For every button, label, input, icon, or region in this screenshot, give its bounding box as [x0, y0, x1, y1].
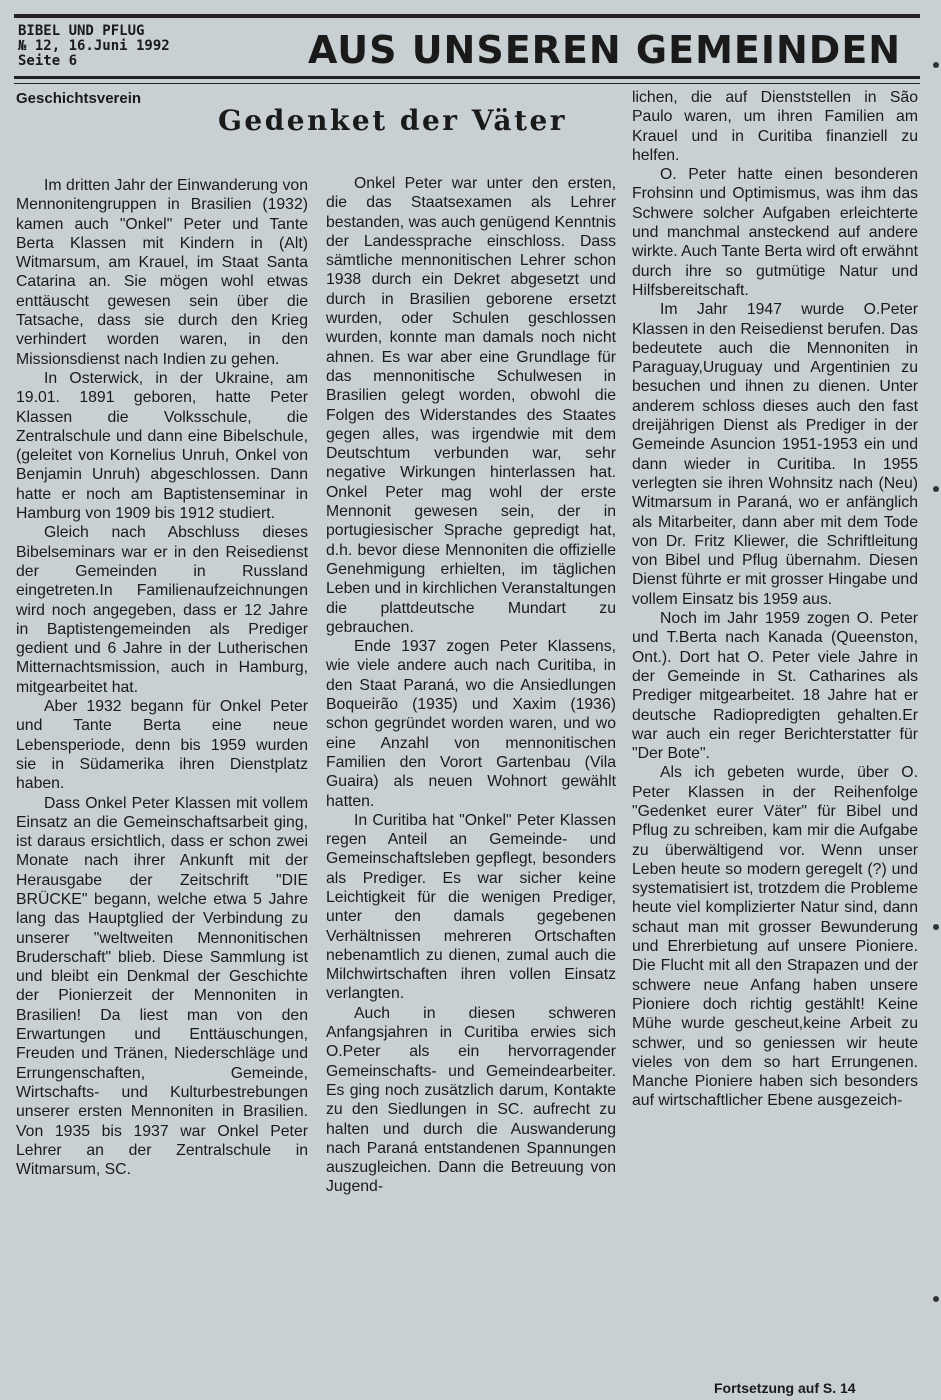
paragraph: Im dritten Jahr der Einwanderung von Mennonitengruppen in Brasilien (1932) kamen auch "Onkel" Peter und Tante Berta Klassen mit Kindern in (Alt) Witmarsum, am Krauel, im Staat Santa Catarina an. Sie mögen wohl etwas enttäuscht gewesen sein über die Tatsache, dass sie durch den Krieg verhindert worden waren, in den Missionsdienst nach Indien zu gehen.	[16, 177, 308, 368]
binding-hole-mark	[933, 62, 939, 68]
binding-hole-mark	[933, 924, 939, 930]
section-title: AUS UNSEREN GEMEINDEN	[308, 28, 902, 72]
continuation-note: Fortsetzung auf S. 14	[714, 1380, 856, 1396]
paragraph: In Curitiba hat "Onkel" Peter Klassen regen Anteil an Gemeinde- und Gemeinschaftsleben gepflegt, besonders als Prediger. Es war sicher keine Leichtigkeit für die wenigen Prediger, unter den damals gegebenen Verhältnissen mehreren Ortschaften nebenamtlich zu dienen, zumal auch die Milchwirtschaften ihren vollen Einsatz verlangten.	[326, 811, 616, 1003]
article-title: Gedenket der Väter	[218, 104, 568, 137]
paragraph: Aber 1932 begann für Onkel Peter und Tante Berta eine neue Lebensperiode, denn bis 1959 wurden sie in Südamerika ihren Dienstplatz haben.	[16, 698, 308, 793]
page-number: Seite 6	[18, 53, 78, 69]
paragraph: In Osterwick, in der Ukraine, am 19.01. 1891 geboren, hatte Peter Klassen die Volksschule, die Zentralschule und dann eine Bibelschule, (geleitet von Kornelius Unruh, Onkel von Benjamin Unruh) abgeschlossen. Dann hatte er noch am Baptistenseminar in Hamburg von 1909 bis 1912 studiert.	[16, 369, 308, 523]
paragraph: Im Jahr 1947 wurde O.Peter Klassen in den Reisedienst berufen. Das bedeutete auch die Mennoniten in Paraguay,Uruguay und Argentinien zu besuchen und ihnen zu dienen. Unter anderem schloss dieses auch den fast dreijährigen Dienst als Prediger in der Gemeinde Asuncion 1951-1953 ein und dann wieder in Curitiba. In 1955 verlegten sie ihren Wohnsitz nach (Neu) Witmarsum in Paraná, wo er anfänglich als Mitarbeiter, dann aber mit dem Tode von Dr. Fritz Kliewer, die Schriftleitung von Bibel und Pflug übernahm. Diesen Dienst führte er mit grosser Hingabe und vollem Einsatz bis 1959 aus.	[632, 301, 918, 608]
paragraph: Ende 1937 zogen Peter Klassens, wie viele andere auch nach Curitiba, in den Staat Paraná, wo die Ansiedlungen Boqueirão (1935) und Xaxim (1936) schon gegründet worden waren, und wo eine Anzahl von mennonitischen Familien den Vorort Gartenbau (Vila Guaira) als neuen Wohnort gewählt hatten.	[326, 638, 616, 810]
paragraph: O. Peter hatte einen besonderen Frohsinn und Optimismus, was ihm das Schwere solcher Aufgaben erleichterte und manchmal ansteckend auf andere wirkte. Auch Tante Berta wird oft erwähnt durch ihre so gutmütige Natur und Hilfsbereitschaft.	[632, 166, 918, 299]
top-rule	[14, 14, 920, 18]
paragraph: Onkel Peter war unter den ersten, die das Staatsexamen als Lehrer bestanden, was auch genügend Kenntnis der Landessprache einschloss. Dass sämtliche mennonitischen Lehrer schon 1938 durch ein Dekret abgesetzt und durch in Brasilien geborene ersetzt wurden, oder Schulen geschlossen wurden, konnte man damals noch nicht ahnen. Es war aber eine Grundlage für das mennonitische Schulwesen in Brasilien gelegt worden, obwohl die Folgen des Widerstandes des Staates gegen alles, was irgendwie mit dem Deutschtum verbunden war, sehr negative Wirkungen hinterlassen hat. Onkel Peter mag wohl der erste Mennonit gewesen sein, der in portugiesischer Sprache gepredigt hat, d.h. bevor diese Mennoniten die offizielle Genehmigung erhielten, im täglichen Leben und in kirchlichen Veranstaltungen die plattdeutsche Mundart zu gebrauchen.	[326, 175, 616, 636]
column-1	[16, 176, 308, 1179]
masthead	[18, 24, 170, 69]
header-rule	[14, 76, 920, 79]
paragraph: lichen, die auf Dienststellen in São Paulo waren, um ihren Familien am Krauel und in Curitiba finanziell zu helfen.	[632, 89, 918, 164]
binding-hole-mark	[933, 486, 939, 492]
column-3	[632, 88, 918, 1111]
paragraph: Als ich gebeten wurde, über O. Peter Klassen in der Reihenfolge "Gedenket eurer Väter" für Bibel und Pflug zu schreiben, kam mir die Aufgabe zu überwältigend vor. Wenn unser Leben heute so modern geregelt (?) und systematisiert ist, trotzdem die Probleme heute viel komplizierter Natur sind, dann schaut man mit grosser Bewunderung und Ehrerbietung auf unsere Pioniere. Die Flucht mit all den Strapazen und der schwere neue Anfang haben unsere Pioniere doch richtig gestählt! Keine Mühe wurde gescheut,keine Arbeit zu schwer, und so geniessen wir heute vieles von dem so hart Errungenen. Manche Pioniere haben sich besonders auf wirtschaftlicher Ebene ausgezeich-	[632, 764, 918, 1110]
paragraph: Auch in diesen schweren Anfangsjahren in Curitiba erwies sich O.Peter als ein hervorragender Gemeinschafts- und Gemeindearbeiter. Es ging noch zusätzlich darum, Kontakte zu den Siedlungen in SC. aufrecht zu halten und durch die Auswanderung nach Paraná entstandenen Spannungen auszugleichen. Dann die Betreuung von Jugend-	[326, 1004, 616, 1196]
paragraph: Noch im Jahr 1959 zogen O. Peter und T.Berta nach Kanada (Queenston, Ont.). Dort hat O. Peter viele Jahre in der Gemeinde in St. Catharines als Prediger mitgearbeitet. 18 Jahre hat er deutsche Radiopredigten gehalten.Er war auch ein reger Berichterstatter für "Der Bote".	[632, 610, 918, 763]
binding-hole-mark	[933, 1296, 939, 1302]
paragraph: Gleich nach Abschluss dieses Bibelseminars war er in den Reisedienst der Gemeinden in Russland eingetreten.In Familienaufzeichnungen wird noch angegeben, dass er 12 Jahre in Baptistengemeinden als Prediger gedient und 6 Jahre in der Lutherischen Mitternachtsmission, auch in Hamburg, mitgearbeitet hat.	[16, 524, 308, 696]
rubric: Geschichtsverein	[16, 90, 142, 107]
header-rule-thin	[14, 83, 920, 84]
column-2	[326, 174, 616, 1197]
paragraph: Dass Onkel Peter Klassen mit vollem Einsatz an die Gemeinschaftsarbeit ging, ist daraus ersichtlich, dass er schon zwei Monate nach ihrer Ankunft mit der Herausgabe der Zeitschrift "DIE BRÜCKE" begann, welche etwa 5 Jahre lang das Hauptglied der Verbindung zu unserer "weltweiten Mennonitischen Bruderschaft" blieb. Diese Sammlung ist und bleibt ein Denkmal der Geschichte der Pionierzeit der Mennoniten in Brasilien! Da liest man von den Erwartungen und Enttäuschungen, Freuden und Tränen, Niederschläge und Errungenschaften, Gemeinde, Wirtschafts- und Kulturbestrebungen unserer ersten Mennoniten in Brasilien. Von 1935 bis 1937 war Onkel Peter Lehrer an der Zentralschule in Witmarsum, SC.	[16, 794, 308, 1179]
issue-info: № 12, 16.Juni 1992	[18, 38, 170, 54]
publication-name: BIBEL UND PFLUG	[18, 23, 145, 39]
